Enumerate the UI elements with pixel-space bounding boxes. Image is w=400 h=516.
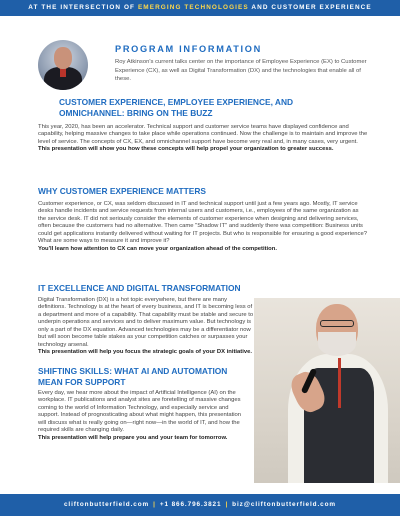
footer-separator: | — [153, 501, 156, 508]
section-text-cx-ex: This year, 2020, has been an accelerator. Technical support and customer service teams have displayed confidence and capability, helping massive changes to take place while operations continued. Now the challenge is to maintain and improve the level of service. The concepts of CX, EX, and omnichannel support have become very real and, in many cases, very urgent. — [38, 124, 368, 145]
section-lead-why-cx: You'll learn how attention to CX can move your organization ahead of the competition. — [38, 245, 277, 252]
section-body-ai — [38, 390, 248, 442]
section-body-dx — [38, 297, 256, 357]
section-heading-dx: IT EXCELLENCE AND DIGITAL TRANSFORMATION — [38, 283, 241, 293]
section-text-ai: Every day, we hear more about the impact of Artificial Intelligence (AI) on the workplace. IT publications and analyst sites are foretelling of massive changes coming to the world of Information Technology, and especially service and support. Instead of prognosticating about what might happen, this presentation will discuss what is really going on—right now—in the world of IT, and how the required skills are changing daily. — [38, 390, 242, 434]
footer-email-link[interactable]: biz@cliftonbutterfield.com — [232, 501, 337, 508]
speaker-headshot — [38, 40, 88, 90]
section-heading-why-cx: WHY CUSTOMER EXPERIENCE MATTERS — [38, 186, 206, 196]
program-information — [38, 26, 368, 90]
section-body-cx-ex — [38, 124, 368, 154]
banner-suffix: AND CUSTOMER EXPERIENCE — [248, 4, 372, 11]
photo-glasses — [320, 320, 354, 327]
footer-website-link[interactable]: cliftonbutterfield.com — [63, 501, 150, 508]
speaker-photo — [254, 298, 400, 483]
section-heading-cx-ex: CUSTOMER EXPERIENCE, EMPLOYEE EXPERIENCE, AND OMNICHANNEL: BRING ON THE BUZZ — [59, 97, 294, 118]
program-information-text: Roy Atkinson's current talks center on the importance of Employee Experience (EX) to Customer Experience (CX), as well as Digital Transformation (DX) and the technologies that enable all of these. — [115, 59, 367, 82]
section-lead-dx: This presentation will help you focus the strategic goals of your DX initiative. — [38, 349, 252, 356]
photo-beard — [318, 332, 356, 356]
banner-emphasis: EMERGING TECHNOLOGIES — [137, 4, 249, 11]
banner-prefix: AT THE INTERSECTION OF — [28, 4, 138, 11]
footer-phone-link[interactable]: +1 866.796.3821 — [159, 501, 222, 508]
section-text-why-cx: Customer experience, or CX, was seldom discussed in IT and technical support until just a few years ago. Mostly, IT service desks handle incidents and service requests from internal users and customers, i.e., employees of the same organization as the service desk. IT did not seriously consider the elements of customer experience when designing and delivering services, often because the customers had no alternative. Then came "Shadow IT" and suddenly there was competition: Business units could get applications instantly delivered without waiting for IT projects. But who is responsible for ensuring a good experience? What are some ways to measure it and improve it? — [38, 201, 367, 245]
section-heading-ai: SHIFTING SKILLS: WHAT AI AND AUTOMATION MEAN FOR SUPPORT — [38, 366, 228, 387]
photo-lanyard — [338, 358, 341, 408]
footer-separator: | — [225, 501, 229, 508]
section-text-dx: Digital Transformation (DX) is a hot topic everywhere, but there are many definitions. Technology is at the heart of every business, and IT is becoming less of a department and more of a capability. That capability must be stable and secure to underpin operations and services and to deliver maximum value. But technology is only a part of the DX equation. Advanced technologies may be a differentiator now but will soon become table stakes as your competition catches or surpasses your technology arsenal. — [38, 297, 254, 348]
headshot-face — [54, 47, 72, 69]
top-banner — [0, 0, 400, 16]
section-lead-ai: This presentation will help prepare you and your team for tomorrow. — [38, 434, 228, 441]
program-information-title: PROGRAM INFORMATION — [115, 44, 262, 54]
section-body-why-cx — [38, 201, 368, 253]
footer-contact-bar — [0, 494, 400, 516]
section-lead-cx-ex: This presentation will show you how these concepts will help propel your organization to greater success. — [38, 146, 334, 153]
